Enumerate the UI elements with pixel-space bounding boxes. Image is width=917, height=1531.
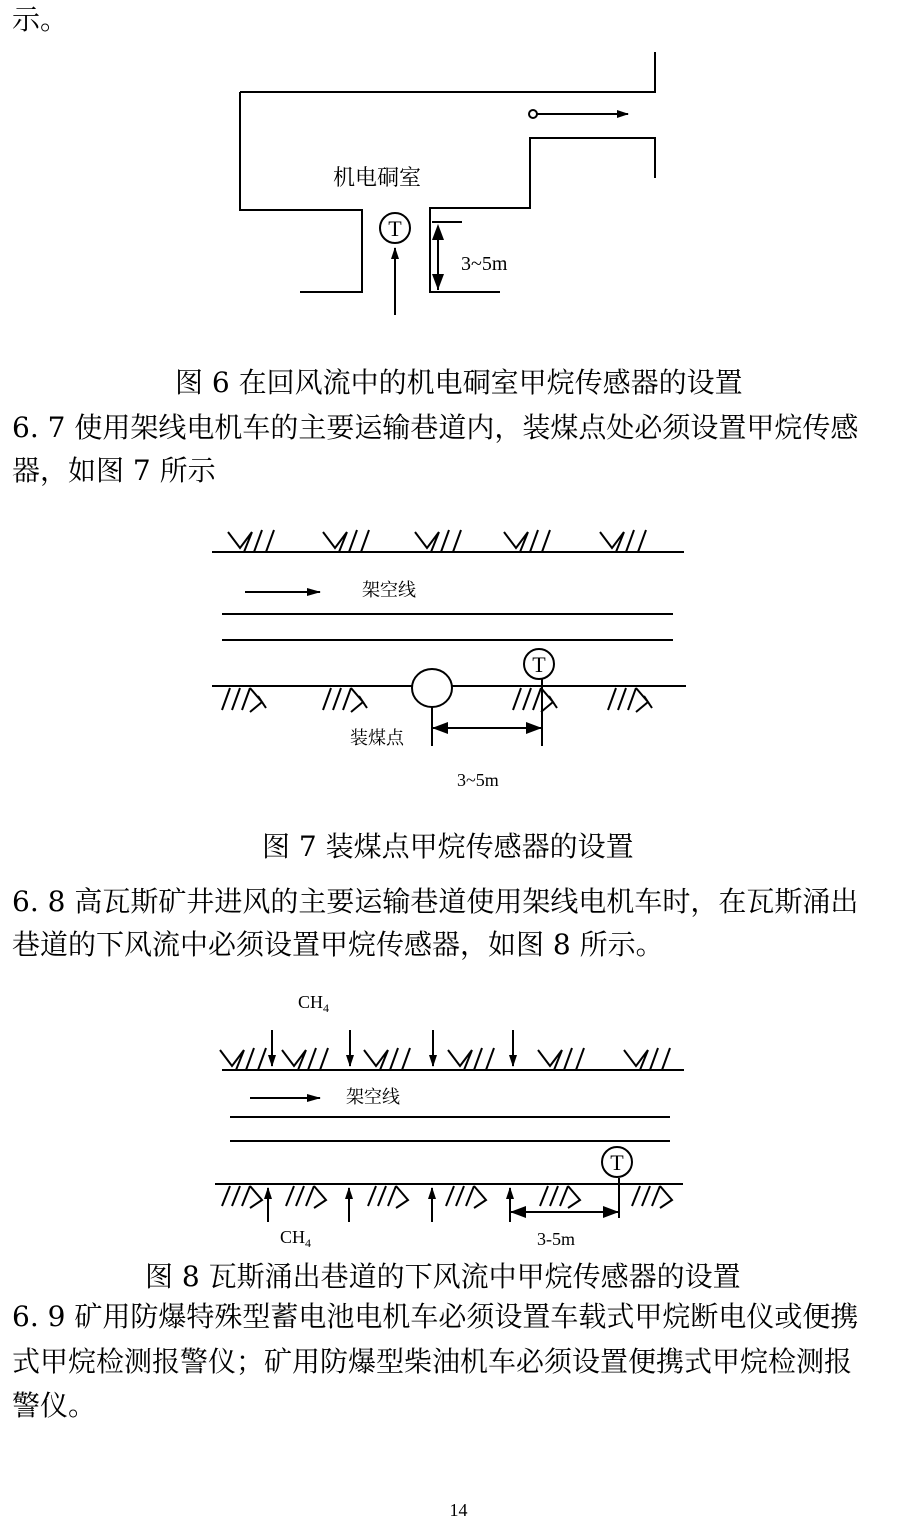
ch4-top-label: $CH_4$ [298,992,330,1015]
sensor-symbol: T [610,1150,624,1175]
figure-6-caption: 图 6 在回风流中的机电硐室甲烷传感器的设置 [175,366,743,399]
distance-label: 3~5m [457,770,499,790]
figure-7-caption: 图 7 装煤点甲烷传感器的设置 [262,830,634,863]
figure-8-caption: 图 8 瓦斯涌出巷道的下风流中甲烷传感器的设置 [145,1260,741,1293]
sensor-symbol: T [532,652,546,677]
distance-label: 3-5m [537,1229,575,1249]
sec-6-9-line-2: 式甲烷检测报警仪；矿用防爆型柴油机车必须设置便携式甲烷检测报 [12,1345,853,1378]
sec-6-9-line-3: 警仪。 [12,1389,97,1422]
ch4-bottom-label: $CH_4$ [280,1227,312,1250]
sensor-symbol: T [388,216,402,241]
distance-label: 3~5m [461,253,508,275]
top-fragment-text: 示。 [12,3,69,36]
figure-6-diagram [0,0,917,330]
sec-6-7-line-2: 器，如图 7 所示 [12,454,216,487]
room-label: 机电硐室 [333,165,422,190]
sec-6-8-line-1: 6. 8 高瓦斯矿井进风的主要运输巷道使用架线电机车时，在瓦斯涌出 [12,885,859,918]
sec-6-8-line-2: 巷道的下风流中必须设置甲烷传感器，如图 8 所示。 [12,928,664,961]
figure-7-diagram [0,505,917,805]
figure-8-diagram [0,985,917,1255]
loading-point-label: 装煤点 [350,728,404,748]
loading-point-icon [412,669,452,707]
sec-6-9-line-1: 6. 9 矿用防爆特殊型蓄电池电机车必须设置车载式甲烷断电仪或便携 [12,1300,859,1333]
page-number: 14 [449,1500,468,1520]
sec-6-7-line-1: 6. 7 使用架线电机车的主要运输巷道内，装煤点处必须设置甲烷传感 [12,411,859,444]
overhead-wire-label: 架空线 [362,580,416,600]
overhead-wire-label: 架空线 [346,1087,400,1107]
